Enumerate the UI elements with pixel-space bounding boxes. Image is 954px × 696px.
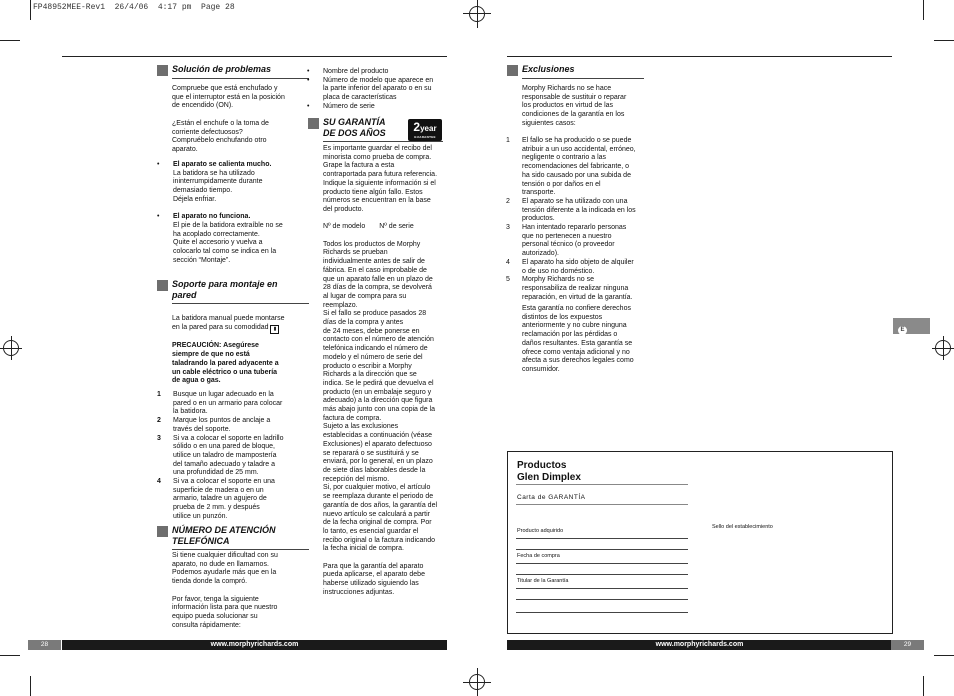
text-line: personal técnico (o proveedor (522, 241, 615, 249)
text-line: al lugar de compra para su (323, 292, 407, 300)
wall-mount-icon: ▮ (270, 325, 279, 334)
text-line: producto (en un embalaje seguro y (323, 388, 432, 396)
badge-caption: GUARANTEE (414, 135, 436, 139)
language-tab-label: E (898, 326, 907, 335)
warranty-card (507, 451, 893, 634)
text-line: condiciones de la garantía en los (522, 111, 625, 119)
registration-mark (935, 340, 951, 356)
bullet: • (307, 76, 310, 84)
text-line: consumidor. (522, 365, 560, 373)
text-line: aparato. (172, 145, 198, 153)
text-line: Déjela enfriar. (173, 195, 217, 203)
text-line: haberse utilizado siguiendo las (323, 580, 419, 588)
bullet: • (157, 161, 160, 168)
text-line: anteriormente y no cubre ninguna (522, 322, 627, 330)
list-item (506, 137, 652, 198)
text-line: La batidora manual puede montarse (172, 315, 285, 322)
text-line: individualmente antes de salir de (323, 258, 425, 266)
exclusiones-closing (522, 305, 652, 375)
field-line[interactable] (516, 588, 688, 589)
list-item (307, 103, 450, 112)
print-header: FP48952MEE-Rev1 26/4/06 4:17 pm Page 28 (33, 3, 235, 12)
step-number: 1 (157, 391, 161, 398)
solucion-bullets (157, 161, 304, 265)
text-line: demasiado tiempo. (173, 187, 233, 195)
brand-line: Productos (517, 460, 567, 471)
text-line: producto o escribir a Morphy (323, 362, 412, 370)
list-item (157, 478, 304, 522)
text-line: establecidas a continuación (véase (323, 432, 432, 440)
text-line: pared o en un armario para colocar (173, 399, 283, 407)
soporte-intro (172, 315, 304, 386)
crop-mark (934, 655, 954, 656)
text-line: Número de serie (323, 102, 375, 110)
field-line[interactable] (516, 549, 688, 550)
card-title: Carta de GARANTÍA (517, 494, 586, 501)
text-line: minorista como prueba de compra. (323, 153, 432, 161)
step-number: 2 (157, 417, 161, 425)
text-line: recomendaciones del fabricante, o (522, 163, 630, 171)
text-line: Busque un lugar adecuado en la (173, 391, 274, 398)
top-rule (507, 56, 892, 57)
text-line: responsabiliza de realizar ninguna (522, 284, 629, 292)
list-item (506, 276, 652, 302)
text-line: del tamaño adecuado y taladre a (173, 460, 275, 468)
text-line: afecta a sus derechos legales como (522, 357, 634, 365)
list-item (506, 198, 652, 224)
text-line: fábrica. En el caso improbable de (323, 266, 427, 274)
caution-line: PRECAUCIÓN: Asegúrese (172, 342, 259, 350)
text-line: reclamación por las pérdidas o (522, 331, 618, 339)
text-line: días de la compra y antes (323, 319, 404, 327)
field-line[interactable] (516, 563, 688, 564)
crop-mark (923, 676, 924, 696)
section-garantia (308, 117, 408, 139)
text-line: instrucciones adjuntas. (323, 588, 395, 596)
soporte-steps (157, 391, 304, 522)
exclusiones-list (506, 137, 652, 302)
text-line: enviará, por lo general, en un plazo (323, 458, 433, 466)
text-line: El fallo se ha producido o se puede (522, 137, 632, 144)
caution-line: un cable eléctrico o una tubería (172, 368, 278, 376)
text-line: contraportada para futura referencia. (323, 171, 438, 179)
stamp-label: Sello del establecimiento (712, 524, 773, 530)
atencion-body (172, 552, 304, 630)
section-square-icon (157, 65, 168, 76)
text-line: de 24 meses, debe ponerse en (323, 327, 420, 335)
page-number: 29 (891, 640, 924, 650)
card-rule (516, 504, 688, 505)
text-line: lo tanto, es esencial guardar el (323, 527, 419, 535)
badge-number: 2 (413, 120, 421, 134)
text-line: distintos de los expuestos (522, 313, 603, 321)
text-line: Compruebe que está enchufado y (172, 85, 278, 92)
text-line: negligente o contrario a las (522, 154, 607, 162)
text-line: responsable de sustituir o reparar (522, 93, 627, 101)
text-line: reparación, en virtud de la garantía. (522, 293, 633, 301)
list-item (506, 224, 652, 259)
text-line: Nombre del producto (323, 68, 389, 75)
text-line: se reemplaza durante el periodo de (323, 493, 434, 501)
crop-mark (0, 40, 20, 41)
text-line: tienda donde la compró. (172, 578, 248, 586)
list-item (157, 213, 304, 265)
text-line: garantía de dos años, la garantía del (323, 501, 438, 509)
caution-line: de agua o gas. (172, 377, 221, 385)
text-line: producto tiene algún fallo. Estos (323, 188, 423, 196)
bullet-title: El aparato no funciona. (173, 213, 251, 221)
text-line: en la pared para su comodidad (172, 323, 269, 331)
section-title: DE DOS AÑOS (323, 128, 386, 138)
caution-line: taladrando la pared adyacente a (172, 359, 279, 367)
text-line: los productos en virtud de las (522, 102, 614, 110)
text-line: Quite el accesorio y vuelva a (173, 239, 263, 247)
section-square-icon (157, 280, 168, 291)
text-line: sección “Montaje”. (173, 256, 231, 264)
text-line: que no pertenecen a nuestro (522, 232, 612, 240)
bullet-title: El aparato se calienta mucho. (173, 161, 272, 168)
text-line: Han intentado repararlo personas (522, 224, 627, 232)
text-line: ininterrumpidamente durante (173, 178, 263, 186)
text-line: consulta rápidamente: (172, 621, 241, 629)
text-line: indica. Se le pedirá que devuelva el (323, 379, 434, 387)
text-line: pueda aplicarse, el aparato debe (323, 571, 425, 579)
field-line[interactable] (516, 538, 688, 539)
info-bullets (307, 68, 450, 112)
model-number-label: Nº de modelo (323, 223, 366, 231)
text-line: Richards se prueban (323, 249, 388, 257)
brand-line: Glen Dimplex (517, 472, 581, 483)
text-line: la parte inferior del aparato o en su (323, 85, 432, 93)
item-number: 1 (506, 137, 510, 144)
text-line: Grape la factura a esta (323, 162, 395, 170)
section-solucion (157, 64, 309, 79)
list-item (157, 417, 304, 434)
text-line: de siete días laborables desde la (323, 466, 426, 474)
text-line: colocarlo tal como se indica en la (173, 248, 277, 256)
section-rule (172, 549, 309, 550)
list-item (307, 68, 450, 77)
section-rule (522, 78, 644, 79)
text-line: Marque los puntos de anclaje a (173, 417, 271, 425)
text-line: ofrece como ventaja adicional y no (522, 348, 630, 356)
text-line: más abajo junto con una copia de la (323, 406, 436, 414)
section-title: pared (172, 290, 197, 300)
text-line: la fecha inicial de compra. (323, 545, 404, 553)
text-line: utilice un punzón. (173, 512, 228, 520)
caution-line: siempre de que no está (172, 351, 250, 359)
two-year-guarantee-badge (408, 119, 442, 141)
item-number: 5 (506, 276, 510, 284)
footer-url: www.morphyrichards.com (507, 640, 892, 650)
bullet: • (307, 102, 310, 110)
section-square-icon (507, 65, 518, 76)
list-item (506, 259, 652, 276)
section-title: Solución de problemas (172, 64, 272, 74)
text-line: Todos los productos de Morphy (323, 240, 421, 248)
field-label-holder: Titular de la Garantía (517, 578, 569, 584)
text-line: del producto. (323, 205, 364, 213)
registration-mark (469, 674, 485, 690)
section-square-icon (308, 118, 319, 129)
text-line: El aparato se ha utilizado con una (522, 197, 628, 205)
section-exclusiones (507, 64, 644, 79)
exclusiones-intro (522, 85, 652, 129)
text-line: contacto con el número de atención (323, 336, 434, 344)
section-title: NÚMERO DE ATENCIÓN (172, 525, 276, 535)
text-line: través del soporte. (173, 425, 231, 433)
text-line: tensión o por daños en el (522, 180, 601, 188)
crop-mark (30, 676, 31, 696)
text-line: una profundidad de 25 mm. (173, 469, 259, 477)
text-line: ha acoplado correctamente. (173, 230, 260, 238)
badge-word: year (420, 124, 437, 133)
text-line: Es importante guardar el recibo del (323, 145, 432, 152)
text-line: Sujeto a las exclusiones (323, 423, 399, 431)
serial-number-label: Nº de serie (379, 223, 414, 231)
card-rule (516, 484, 688, 485)
text-line: tensión diferente a la indicada en los (522, 206, 636, 214)
text-line: placa de características (323, 94, 397, 102)
field-line[interactable] (516, 612, 688, 613)
item-number: 4 (506, 258, 510, 266)
text-line: Para que la garantía del aparato (323, 562, 424, 570)
list-item (157, 391, 304, 417)
text-line: atribuir a un uso accidental, erróneo, (522, 145, 636, 153)
text-line: la batidora. (173, 408, 208, 416)
section-title: Exclusiones (522, 64, 575, 74)
text-line: La batidora se ha utilizado (173, 169, 255, 177)
item-number: 2 (506, 197, 510, 205)
step-number: 4 (157, 478, 161, 486)
text-line: Esta garantía no confiere derechos (522, 305, 631, 312)
field-label-date: Fecha de compra (517, 553, 560, 559)
text-line: armario, taladre un agujero de (173, 495, 267, 503)
list-item (157, 435, 304, 479)
solucion-body (172, 85, 302, 155)
section-rule (323, 141, 443, 142)
text-line: Por favor, tenga la siguiente (172, 595, 259, 603)
text-line: de encendido (ON). (172, 102, 234, 110)
field-line[interactable] (516, 599, 688, 600)
field-line[interactable] (516, 574, 688, 575)
text-line: Número de modelo que aparece en (323, 76, 434, 84)
page-number: 28 (28, 640, 61, 650)
text-line: Exclusiones) el aparato defectuoso (323, 440, 432, 448)
step-number: 3 (157, 434, 161, 442)
text-line: Morphy Richards no se (522, 276, 594, 284)
text-line: telefónica indicando el número de (323, 345, 428, 353)
text-line: equipo pueda solucionar su (172, 612, 258, 620)
language-tab (893, 318, 930, 334)
card-brand (517, 460, 581, 484)
section-soporte (157, 279, 309, 304)
bullet: • (307, 68, 310, 75)
top-rule (62, 56, 447, 57)
text-line: o de uso no doméstico. (522, 267, 595, 275)
text-line: ha sido causado por una subida de (522, 171, 631, 179)
text-line: Indique la siguiente información si el (323, 179, 436, 187)
text-line: aparato, no dude en llamarnos. (172, 560, 269, 568)
text-line: recibo original o la factura indicando (323, 536, 436, 544)
list-item (307, 77, 450, 103)
text-line: sólido o en una pared de bloque, (173, 443, 275, 451)
text-line: Si, por cualquier motivo, el artículo (323, 484, 431, 492)
list-item (157, 161, 304, 205)
item-number: 3 (506, 224, 510, 232)
registration-mark (469, 6, 485, 22)
text-line: Morphy Richards no se hace (522, 85, 612, 92)
field-label-product: Producto adquirido (517, 528, 564, 534)
text-line: ¿Están el enchufe o la toma de (172, 119, 269, 127)
text-line: Richards a la dirección que se (323, 371, 417, 379)
text-line: reemplazo. (323, 301, 358, 309)
text-line: El pie de la batidora extraíble no se (173, 221, 283, 229)
text-line: Si va a colocar el soporte en una (173, 478, 275, 486)
crop-mark (923, 0, 924, 20)
text-line: daños resultantes. Esta garantía se (522, 339, 633, 347)
text-line: se reparará o se sustituirá y se (323, 449, 419, 457)
text-line: Si el fallo se produce pasados 28 (323, 310, 427, 318)
text-line: El aparato ha sido objeto de alquiler (522, 258, 634, 266)
text-line: Si va a colocar el soporte en ladrillo (173, 434, 284, 442)
section-rule (172, 303, 309, 304)
text-line: superficie de madera o en un (173, 486, 264, 494)
text-line: de la fecha original de compra. Por (323, 519, 432, 527)
section-title: TELEFÓNICA (172, 536, 230, 546)
text-line: recepción del mismo. (323, 475, 390, 483)
text-line: que el interruptor está en la posición (172, 93, 285, 101)
text-line: nuevo artículo se calculará a partir (323, 510, 430, 518)
text-line: prueba de 2 mm. y después (173, 504, 260, 512)
text-line: números se encuentran en la base (323, 197, 431, 205)
text-line: Si tiene cualquier dificultad con su (172, 552, 278, 559)
section-square-icon (157, 526, 168, 537)
text-line: 28 días de la compra, se devolverá (323, 284, 432, 292)
registration-mark (3, 340, 19, 356)
text-line: modelo y el número de serie del (323, 353, 423, 361)
crop-mark (0, 655, 20, 656)
section-rule (172, 78, 309, 79)
text-line: información lista para que nuestro (172, 604, 278, 612)
text-line: factura de compra. (323, 414, 382, 422)
text-line: autorizado). (522, 250, 559, 258)
text-line: Podemos ayudarle más que en la (172, 569, 277, 577)
garantia-body (323, 145, 451, 598)
text-line: siguientes casos: (522, 119, 576, 127)
bullet: • (157, 213, 160, 221)
text-line: transporte. (522, 189, 556, 197)
crop-mark (30, 0, 31, 20)
section-title: SU GARANTÍA (323, 117, 386, 127)
text-line: Compruébelo enchufando otro (172, 137, 267, 145)
footer-url: www.morphyrichards.com (62, 640, 447, 650)
text-line: corriente defectuosos? (172, 128, 243, 136)
section-atencion (157, 525, 309, 550)
text-line: productos. (522, 215, 555, 223)
section-title: Soporte para montaje en (172, 279, 278, 289)
text-line: adecuado) a la dirección que figura (323, 397, 433, 405)
text-line: utilice un taladro de mampostería (173, 451, 277, 459)
crop-mark (934, 40, 954, 41)
text-line: que un aparato falle en un plazo de (323, 275, 433, 283)
